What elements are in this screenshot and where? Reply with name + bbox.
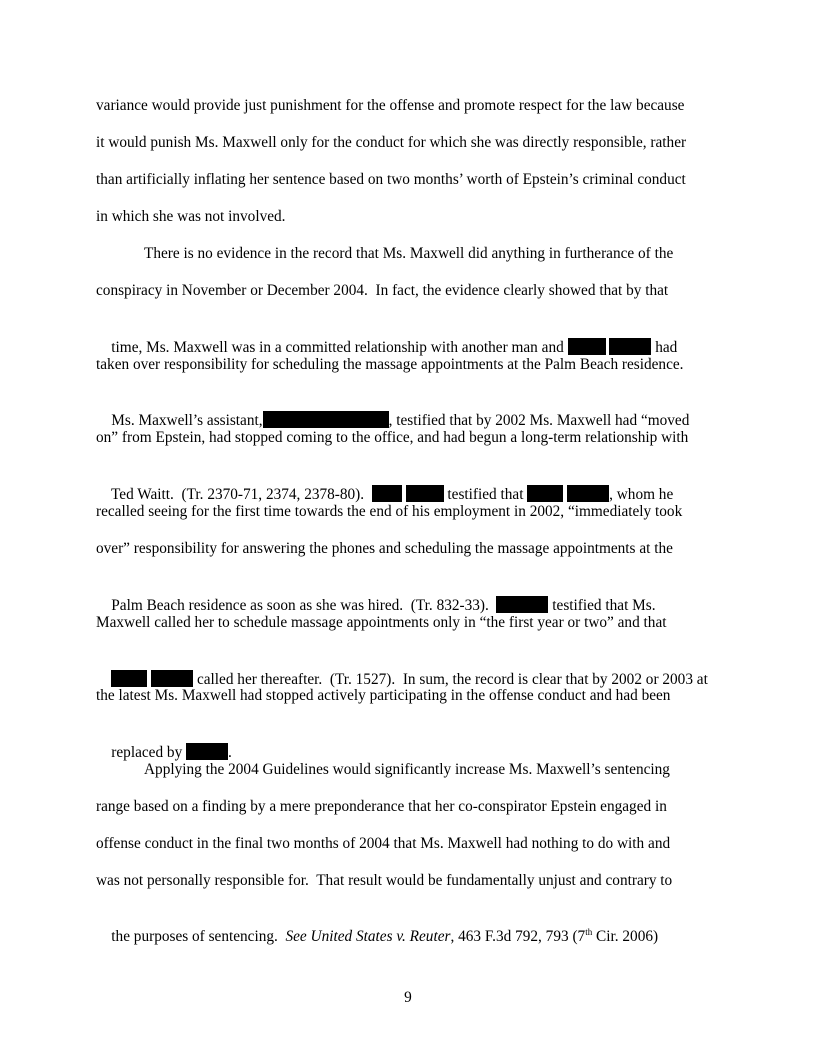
paragraph-line: There is no evidence in the record that Ms. Maxwell did anything in furtherance of the	[144, 245, 674, 262]
paragraph-line: variance would provide just punishment for the offense and promote respect for the law because	[96, 97, 685, 114]
redaction-bar	[263, 411, 389, 428]
text-run: called her thereafter. (Tr. 1527). In sum, the record is clear that by 2002 or 2003 at	[193, 671, 708, 688]
superscript: th	[585, 927, 593, 937]
paragraph-line: than artificially inflating her sentence based on two months’ worth of Epstein’s criminal conduct	[96, 171, 686, 188]
redaction-bar	[568, 338, 606, 355]
paragraph-line: recalled seeing for the first time towards the end of his employment in 2002, “immediately took	[96, 503, 683, 520]
paragraph-line: the latest Ms. Maxwell had stopped actively participating in the offense conduct and had been	[96, 687, 671, 704]
redaction-bar	[527, 485, 563, 502]
paragraph-line: it would punish Ms. Maxwell only for the conduct for which she was directly responsible, rather	[96, 134, 687, 151]
text-run: .	[228, 744, 232, 761]
redaction-bar	[609, 338, 651, 355]
text-run: the purposes of sentencing.	[111, 928, 286, 945]
redaction-bar	[111, 670, 147, 687]
paragraph-line	[96, 465, 674, 503]
text-run: Ted Waitt. (Tr. 2370-71, 2374, 2378-80).	[111, 486, 372, 503]
redaction-bar	[151, 670, 193, 687]
text-run: time, Ms. Maxwell was in a committed relationship with another man and	[111, 339, 568, 356]
paragraph-line	[96, 907, 659, 945]
redaction-bar	[567, 485, 609, 502]
text-run: replaced by	[111, 744, 187, 761]
paragraph-line: on” from Epstein, had stopped coming to the office, and had begun a long-term relationship with	[96, 429, 689, 446]
paragraph-line: taken over responsibility for scheduling the massage appointments at the Palm Beach residence.	[96, 356, 684, 373]
text-run: Ms. Maxwell’s assistant,	[111, 412, 263, 429]
paragraph-line	[96, 318, 678, 356]
redaction-bar	[186, 743, 228, 760]
text-run: testified that Ms.	[548, 597, 656, 614]
paragraph-line	[96, 576, 656, 614]
paragraph-line	[96, 723, 232, 761]
redaction-bar	[496, 596, 548, 613]
text-run: , whom he	[609, 486, 674, 503]
paragraph-line: Applying the 2004 Guidelines would significantly increase Ms. Maxwell’s sentencing	[144, 761, 670, 778]
text-run: had	[651, 339, 678, 356]
paragraph-line: range based on a finding by a mere preponderance that her co-conspirator Epstein engaged in	[96, 798, 667, 815]
redaction-bar	[406, 485, 444, 502]
paragraph-line: in which she was not involved.	[96, 208, 286, 225]
paragraph-line: was not personally responsible for. That result would be fundamentally unjust and contrary to	[96, 872, 673, 889]
paragraph-line	[96, 650, 708, 688]
text-run: Palm Beach residence as soon as she was hired. (Tr. 832-33).	[111, 597, 497, 614]
redaction-bar	[372, 485, 402, 502]
paragraph-line: conspiracy in November or December 2004. In fact, the evidence clearly showed that by that	[96, 282, 669, 299]
paragraph-line	[96, 391, 690, 429]
paragraph-line: over” responsibility for answering the phones and scheduling the massage appointments at the	[96, 540, 673, 557]
paragraph-line: offense conduct in the final two months of 2004 that Ms. Maxwell had nothing to do with and	[96, 835, 671, 852]
case-citation: See United States v. Reuter	[285, 928, 451, 945]
page-number: 9	[404, 989, 412, 1006]
text-run: testified that	[443, 486, 528, 503]
text-run: , testified that by 2002 Ms. Maxwell had “moved	[388, 412, 690, 429]
paragraph-line: Maxwell called her to schedule massage appointments only in “the first year or two” and that	[96, 614, 667, 631]
text-run: , 463 F.3d 792, 793 (7	[450, 928, 586, 945]
text-run: Cir. 2006)	[592, 928, 659, 945]
